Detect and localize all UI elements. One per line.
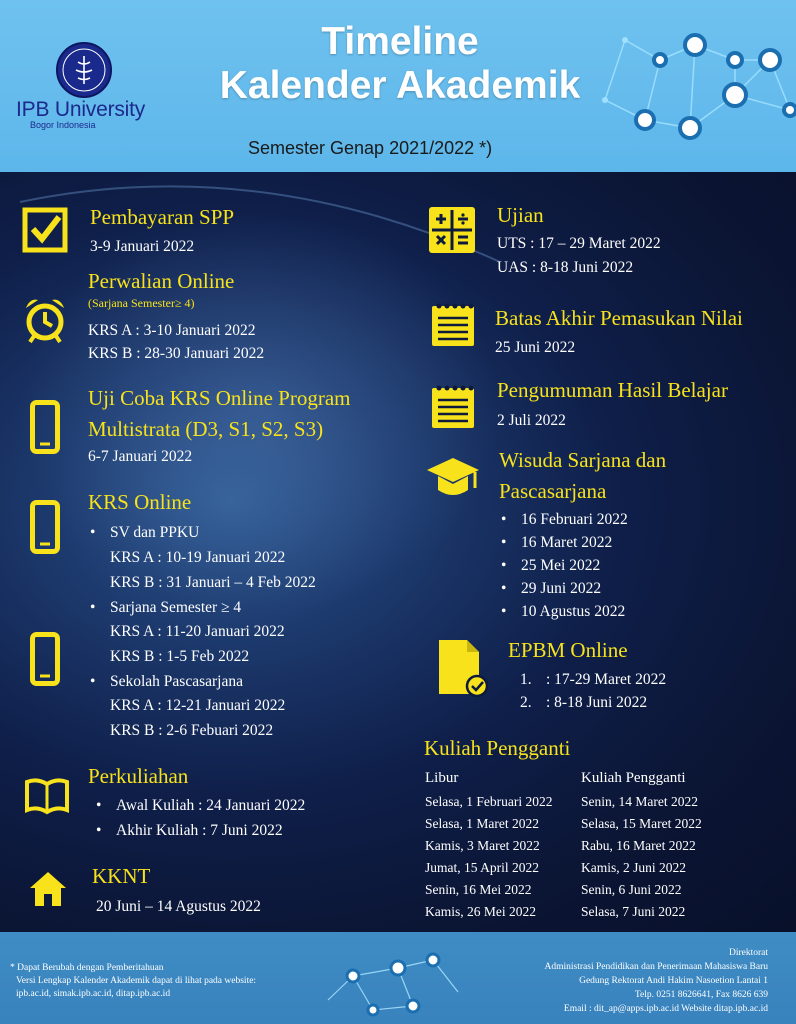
- wisuda-date: • 25 Mei 2022: [521, 557, 600, 575]
- epbm-item-number: 2.: [520, 694, 532, 711]
- footer-contact-line: Telp. 0251 8626641, Fax 8626 639: [634, 990, 768, 1000]
- footer-note-line: * Dapat Berubah dengan Pemberitahuan: [10, 963, 164, 973]
- logo-name: IPB University: [16, 98, 146, 121]
- ujian-uts: UTS : 17 – 29 Maret 2022: [497, 235, 661, 252]
- network-graphic: [318, 940, 468, 1024]
- perkuliahan-item: • Awal Kuliah : 24 Januari 2022: [116, 797, 305, 815]
- krs-group-a: KRS A : 11-20 Januari 2022: [110, 623, 285, 640]
- wisuda-date: • 29 Juni 2022: [521, 580, 601, 598]
- krs-group-b: KRS B : 1-5 Feb 2022: [110, 648, 250, 665]
- smartphone-icon: [30, 500, 60, 554]
- krs-group-a: KRS A : 12-21 Januari 2022: [110, 697, 286, 714]
- document-check-icon: [437, 638, 491, 698]
- ujicoba-title-line1: Uji Coba KRS Online Program: [88, 386, 351, 410]
- smartphone-icon: [30, 632, 60, 686]
- calculator-icon: [428, 206, 476, 254]
- epbm-title: EPBM Online: [508, 638, 628, 662]
- wisuda-date: • 16 Februari 2022: [521, 511, 628, 529]
- ujicoba-title-line2: Multistrata (D3, S1, S2, S3): [88, 417, 324, 441]
- krs-group-name: • Sarjana Semester ≥ 4: [110, 599, 241, 617]
- krs-group-name: • SV dan PPKU: [110, 524, 199, 542]
- wisuda-date: • 16 Maret 2022: [521, 534, 612, 552]
- krs-group-a: KRS A : 10-19 Januari 2022: [110, 549, 286, 566]
- notepad-icon: [430, 300, 476, 348]
- pengganti-col1-header: Libur: [425, 770, 459, 786]
- header: [0, 0, 796, 172]
- perwalian-note: (Sarjana Semester≥ 4): [88, 296, 195, 310]
- ujian-uas: UAS : 8-18 Juni 2022: [497, 259, 634, 276]
- footer-contact-line: Administrasi Pendidikan dan Penerimaan Mahasiswa Baru: [544, 962, 768, 972]
- footer-note-line: Versi Lengkap Kalender Akademik dapat di lihat pada website:: [16, 976, 257, 986]
- page-title-line2: Kalender Akademik: [219, 64, 581, 107]
- kknt-date: 20 Juni – 14 Agustus 2022: [96, 898, 261, 915]
- network-graphic: [585, 0, 796, 172]
- perkuliahan-item: • Akhir Kuliah : 7 Juni 2022: [116, 822, 283, 840]
- page-title-line1: Timeline: [321, 20, 479, 63]
- hasil-date: 2 Juli 2022: [497, 412, 566, 429]
- kknt-title: KKNT: [92, 864, 151, 888]
- pengganti-ganti: Selasa, 15 Maret 2022: [581, 816, 702, 831]
- perwalian-title: Perwalian Online: [88, 269, 235, 293]
- footer-note-line: ipb.ac.id, simak.ipb.ac.id, ditap.ipb.ac.id: [16, 989, 171, 999]
- wisuda-title-line1: Wisuda Sarjana dan: [499, 448, 667, 472]
- spp-date: 3-9 Januari 2022: [90, 238, 195, 255]
- footer-contact: [545, 946, 768, 1016]
- pengganti-libur: Senin, 16 Mei 2022: [425, 882, 532, 897]
- krs-group-b: KRS B : 2-6 Febuari 2022: [110, 722, 274, 739]
- nilai-date: 25 Juni 2022: [495, 339, 576, 356]
- ipb-logo-seal: [56, 42, 112, 98]
- main-content: [0, 172, 796, 932]
- pengganti-ganti: Kamis, 2 Juni 2022: [581, 860, 687, 875]
- krs-group-name: • Sekolah Pascasarjana: [110, 673, 243, 691]
- pengganti-libur: Selasa, 1 Februari 2022: [425, 794, 553, 809]
- perwalian-krs-b: KRS B : 28-30 Januari 2022: [88, 345, 265, 362]
- epbm-item-text: : 8-18 Juni 2022: [546, 694, 648, 711]
- ujicoba-date: 6-7 Januari 2022: [88, 448, 193, 465]
- notepad-icon: [430, 382, 476, 430]
- smartphone-icon: [30, 400, 60, 454]
- perkuliahan-title: Perkuliahan: [88, 764, 189, 788]
- spp-title: Pembayaran SPP: [90, 205, 235, 229]
- footer-contact-line: Direktorat: [728, 948, 768, 958]
- graduation-cap-icon: [425, 454, 481, 502]
- pengganti-col2-header: Kuliah Pengganti: [581, 770, 686, 786]
- pengganti-libur: Selasa, 1 Maret 2022: [425, 816, 539, 831]
- pengganti-ganti: Rabu, 16 Maret 2022: [581, 838, 696, 853]
- footer-contact-line: Gedung Rektorat Andi Hakim Nasoetion Lantai 1: [579, 976, 768, 986]
- semester-label: Semester Genap 2021/2022 *): [248, 138, 493, 158]
- footer: [0, 932, 796, 1024]
- ujian-title: Ujian: [497, 203, 544, 227]
- checkbox-icon: [22, 207, 68, 253]
- pengganti-ganti: Selasa, 7 Juni 2022: [581, 904, 686, 919]
- wisuda-title-line2: Pascasarjana: [499, 479, 607, 503]
- footer-contact-line: Email : dit_ap@apps.ipb.ac.id Website ditap.ipb.ac.id: [563, 1004, 768, 1014]
- pengganti-ganti: Senin, 6 Juni 2022: [581, 882, 682, 897]
- pengganti-libur: Kamis, 3 Maret 2022: [425, 838, 540, 853]
- alarm-clock-icon: [22, 294, 68, 344]
- house-icon: [28, 870, 68, 908]
- pengganti-ganti: Senin, 14 Maret 2022: [581, 794, 698, 809]
- wisuda-date: • 10 Agustus 2022: [521, 603, 625, 621]
- footer-note: [10, 962, 256, 1001]
- krs-title: KRS Online: [88, 490, 192, 514]
- pengganti-title: Kuliah Pengganti: [424, 736, 571, 760]
- logo-subtitle: Bogor Indonesia: [30, 120, 96, 130]
- book-icon: [24, 776, 70, 816]
- hasil-title: Pengumuman Hasil Belajar: [497, 378, 728, 402]
- perwalian-krs-a: KRS A : 3-10 Januari 2022: [88, 322, 256, 339]
- pengganti-libur: Jumat, 15 April 2022: [425, 860, 539, 875]
- epbm-item-text: : 17-29 Maret 2022: [546, 671, 667, 688]
- krs-group-b: KRS B : 31 Januari – 4 Feb 2022: [110, 574, 316, 591]
- pengganti-libur: Kamis, 26 Mei 2022: [425, 904, 536, 919]
- epbm-item-number: 1.: [520, 671, 532, 688]
- nilai-title: Batas Akhir Pemasukan Nilai: [495, 306, 743, 330]
